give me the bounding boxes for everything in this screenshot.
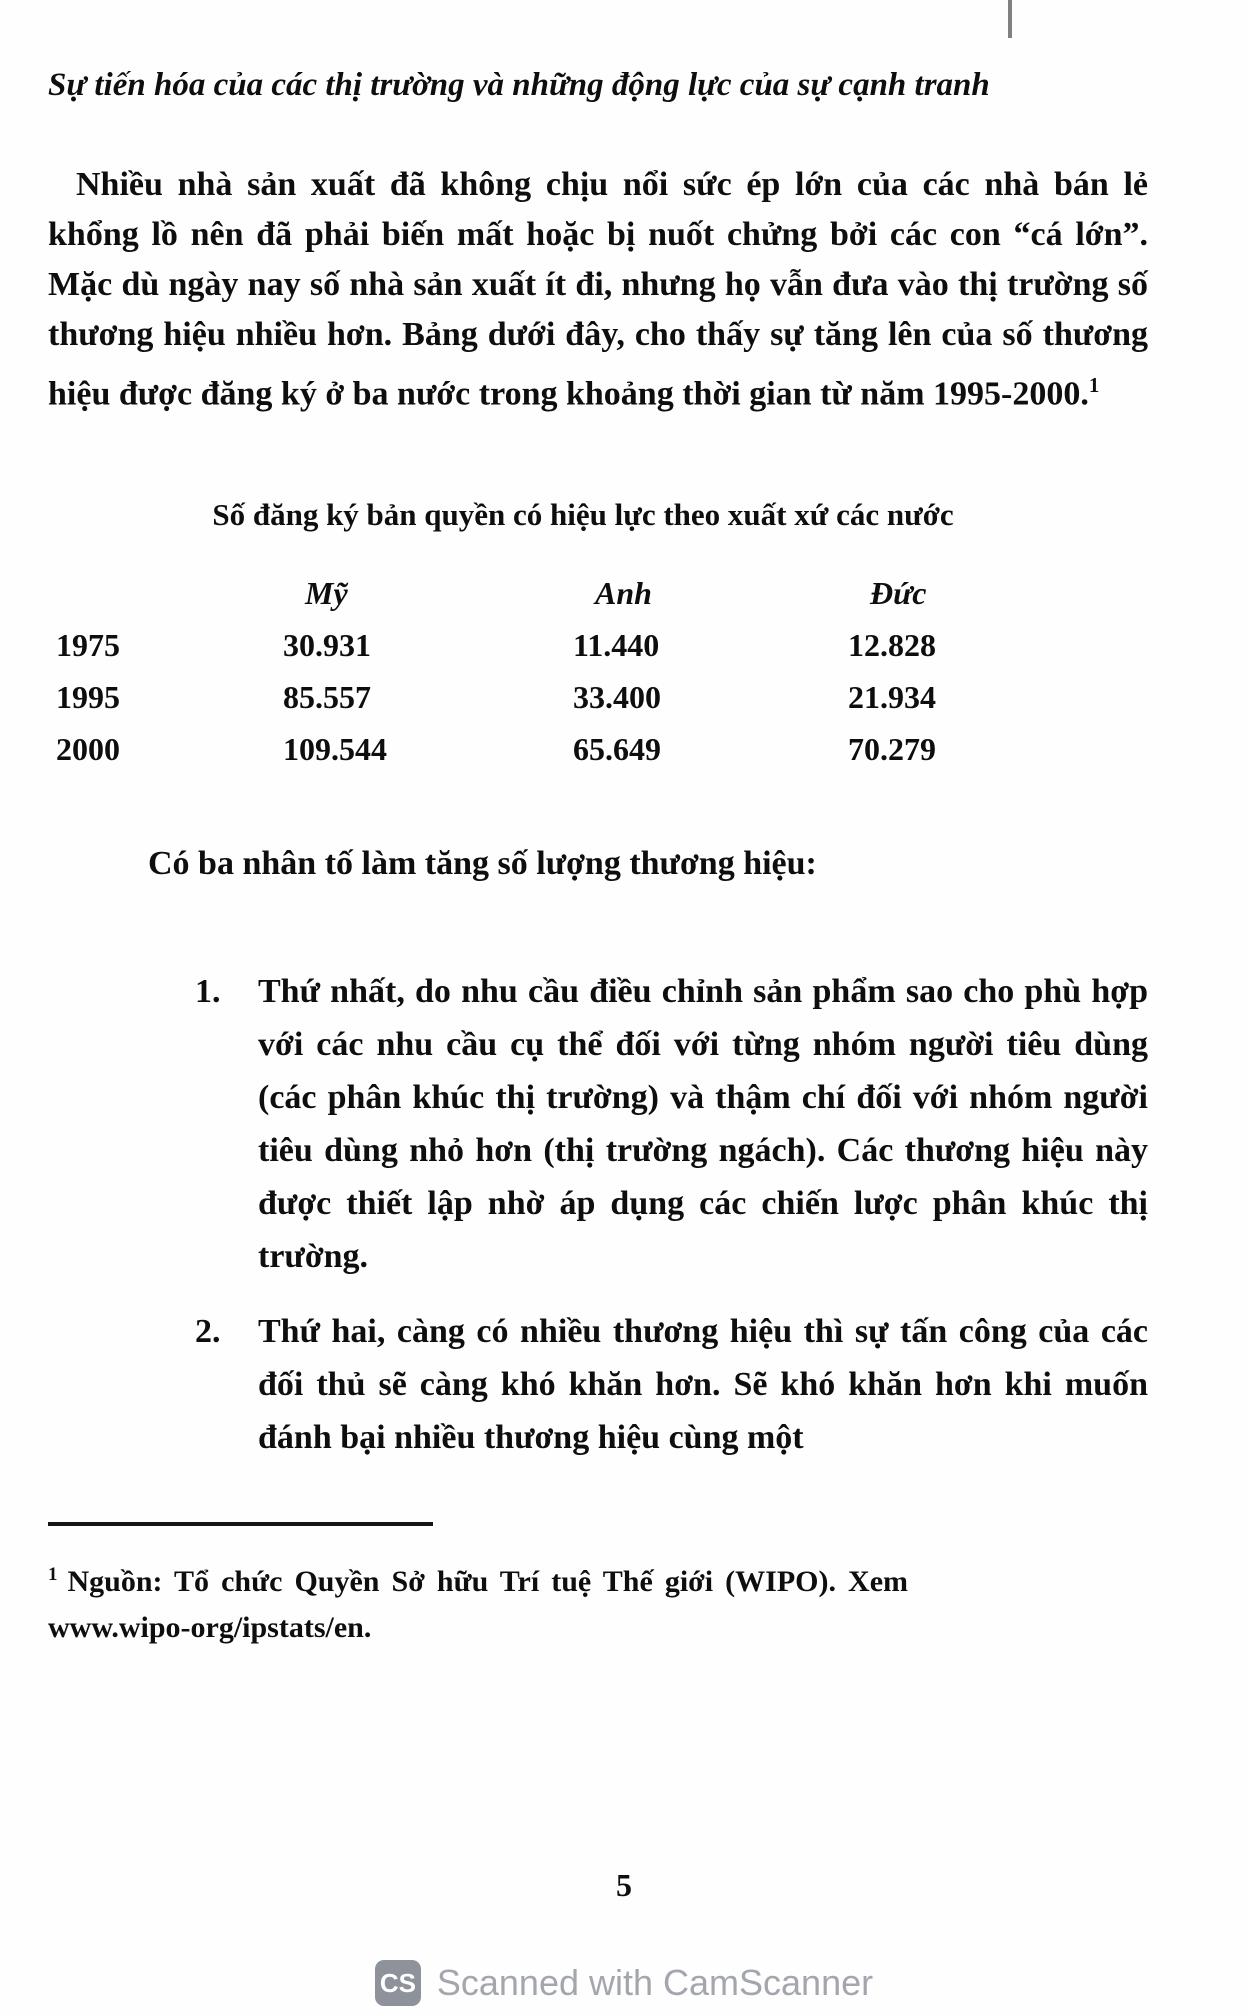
table-row	[48, 619, 1148, 671]
table-cell: 12.828	[848, 627, 936, 664]
table-cell: 33.400	[573, 679, 661, 716]
table-cell: 11.440	[573, 627, 660, 664]
list-item-marker: 2.	[195, 1313, 221, 1351]
page-number: 5	[616, 1867, 632, 1903]
watermark-text: Scanned with CamScanner	[436, 1962, 874, 2003]
section-title: Sự tiến hóa của các thị trường và những động lực của sự cạnh tranh	[48, 67, 990, 103]
list-item-text: Thứ nhất, do nhu cầu điều chỉnh sản phẩm sao cho phù hợp với các nhu cầu cụ thể đối với từng nhóm người tiêu dùng (các phân khúc thị trường) và thậm chí đối với nhóm người tiêu dùng nhỏ hơn (thị trường ngách). Các thương hiệu này được thiết lập nhờ áp dụng các chiến lược phân khúc thị trường.	[258, 973, 1148, 1276]
list-intro: Có ba nhân tố làm tăng số lượng thương hiệu:	[148, 845, 817, 883]
table-header-my: Mỹ	[305, 575, 348, 612]
list-item	[195, 965, 1148, 1283]
footnote-divider	[48, 1522, 433, 1526]
table-cell: 70.279	[848, 731, 936, 768]
table-cell: 109.544	[283, 731, 387, 768]
footnote-text: Nguồn: Tổ chức Quyền Sở hữu Trí tuệ Thế giới (WIPO). Xem www.wipo-org/ipstats/en.	[48, 1565, 908, 1645]
footnote-reference: 1	[1088, 373, 1100, 397]
table-row	[48, 723, 1148, 775]
camscanner-watermark	[0, 1960, 1248, 2006]
list-item-text: Thứ hai, càng có nhiều thương hiệu thì sự tấn công của các đối thủ sẽ càng khó khăn hơn. Sẽ khó khăn hơn khi muốn đánh bại nhiều thương hiệu cùng một	[258, 1313, 1148, 1457]
table-cell: 85.557	[283, 679, 371, 716]
table-header-empty	[48, 567, 283, 619]
table-body	[48, 567, 1148, 775]
table-cell: 21.934	[848, 679, 936, 716]
table-header-anh: Anh	[595, 575, 652, 612]
table-header-row	[48, 567, 1148, 619]
table-caption: Số đăng ký bản quyền có hiệu lực theo xuất xứ các nước	[212, 497, 954, 533]
table-cell: 30.931	[283, 627, 371, 664]
table-year: 1995	[56, 679, 120, 716]
camscanner-logo-icon: CS	[375, 1960, 421, 2006]
footnote-marker: 1	[48, 1564, 58, 1586]
table-cell: 65.649	[573, 731, 661, 768]
list-item	[195, 1305, 1148, 1464]
numbered-list	[48, 965, 1148, 1464]
intro-paragraph	[48, 160, 1148, 419]
list-item-marker: 1.	[195, 973, 221, 1011]
scan-artifact	[1008, 0, 1012, 38]
intro-paragraph-text: Nhiều nhà sản xuất đã không chịu nổi sức ép lớn của các nhà bán lẻ khổng lồ nên đã phải biến mất hoặc bị nuốt chửng bởi các con “cá lớn”. Mặc dù ngày nay số nhà sản xuất ít đi, nhưng họ vẫn đưa vào thị trường số thương hiệu nhiều hơn. Bảng dưới đây, cho thấy sự tăng lên của số thương hiệu được đăng ký ở ba nước trong khoảng thời gian từ năm 1995-2000.	[48, 166, 1148, 413]
table-header-duc: Đức	[870, 575, 927, 612]
table-year: 1975	[56, 627, 120, 664]
footnote	[48, 1552, 908, 1651]
table-year: 2000	[56, 731, 120, 768]
brand-registration-table	[48, 497, 1148, 775]
table-row	[48, 671, 1148, 723]
